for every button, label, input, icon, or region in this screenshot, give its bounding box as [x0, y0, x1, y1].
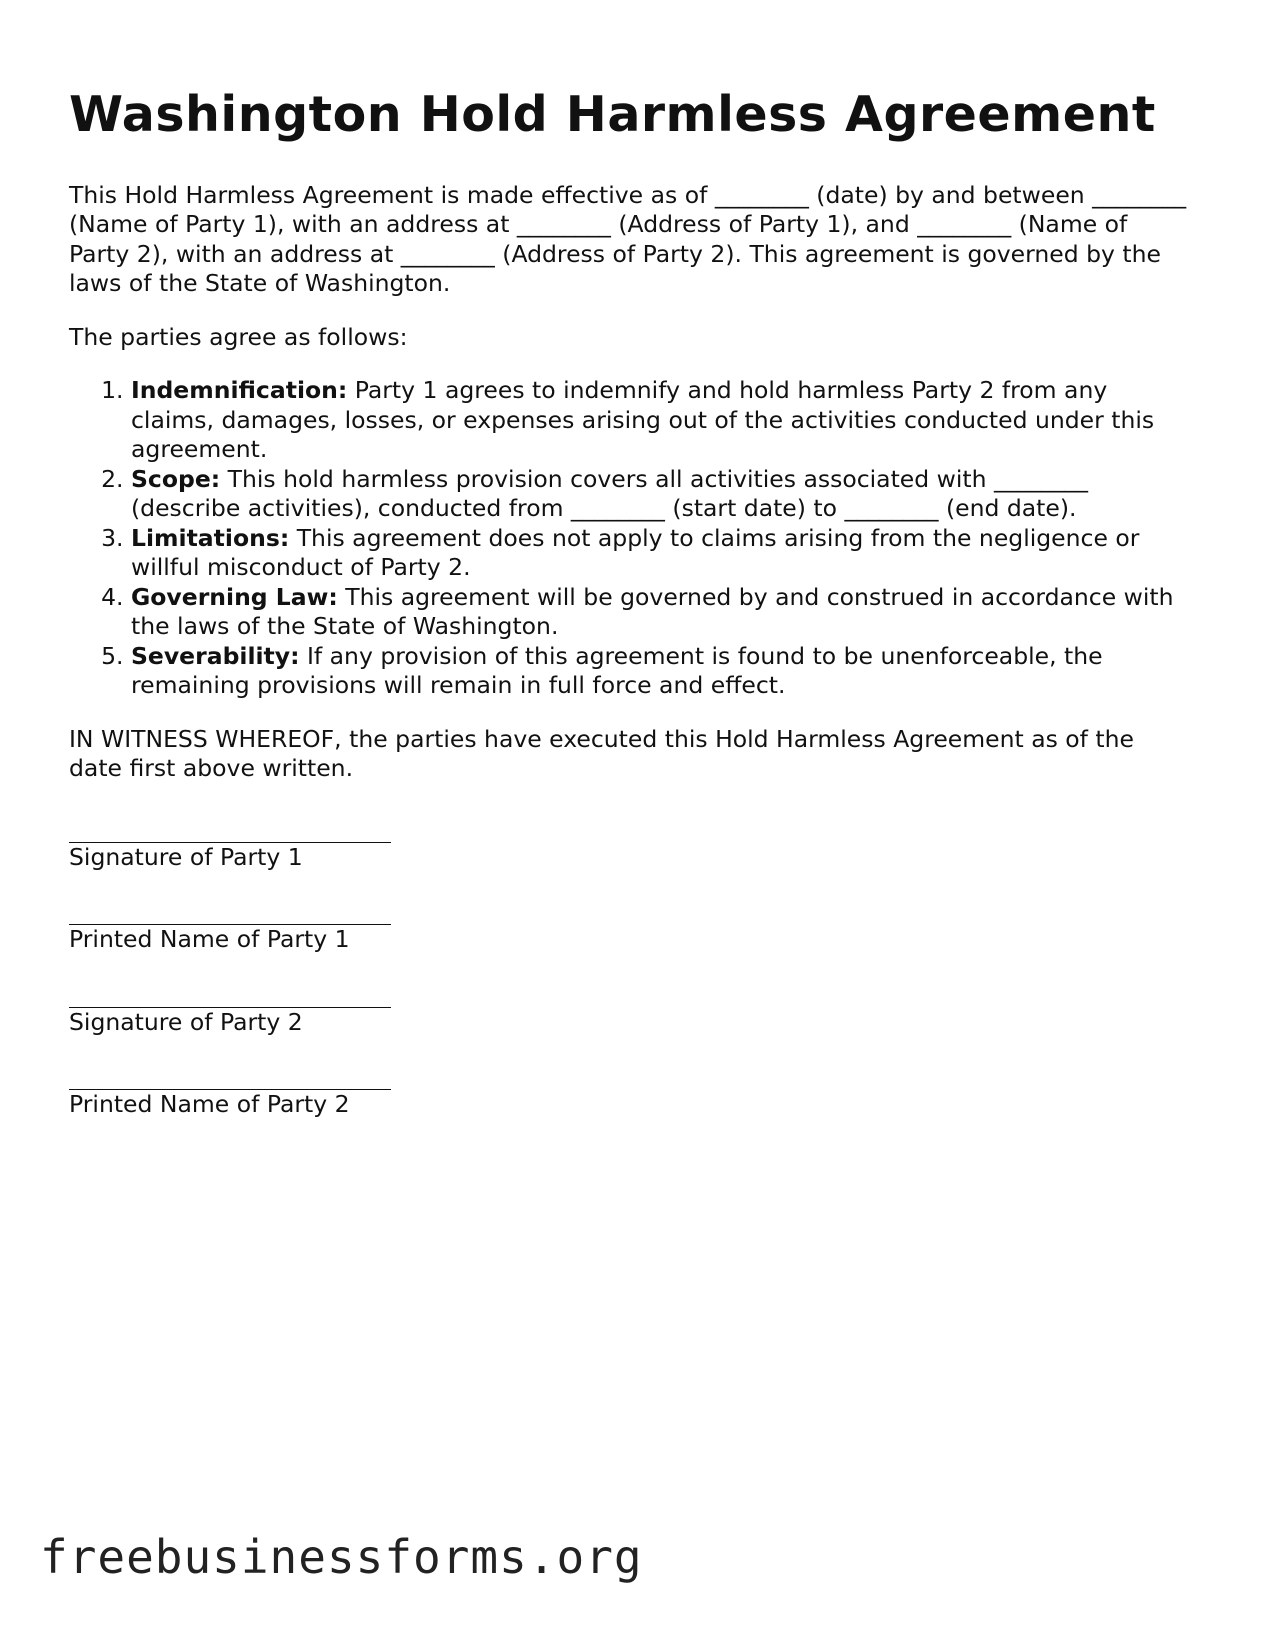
signature-block-party-1 — [69, 814, 1194, 873]
clause-list — [69, 376, 1194, 701]
signature-label: Signature of Party 2 — [69, 1007, 303, 1036]
clause-text: This hold harmless provision covers all activities associated with ________ (describe activities), conducted from ________ (start date) to ________ (end date). — [131, 464, 1088, 523]
printed-name-label: Printed Name of Party 1 — [69, 925, 350, 954]
printed-name-block-party-2 — [69, 1061, 1194, 1120]
document-title: Washington Hold Harmless Agreement — [69, 86, 1156, 143]
clause-item-limitations — [131, 524, 1194, 583]
signature-line[interactable] — [69, 814, 391, 843]
lead-paragraph: The parties agree as follows: — [69, 322, 408, 351]
clause-item-indemnification — [131, 376, 1194, 465]
clause-text: This agreement will be governed by and construed in accordance with the laws of the State of Washington. — [131, 582, 1174, 641]
printed-name-label: Printed Name of Party 2 — [69, 1090, 350, 1119]
signature-label: Signature of Party 1 — [69, 842, 303, 871]
printed-name-line[interactable] — [69, 896, 391, 925]
clause-term: Scope: — [131, 464, 221, 493]
signature-line[interactable] — [69, 979, 391, 1008]
clause-text: This agreement does not apply to claims arising from the negligence or willful misconduct of Party 2. — [131, 523, 1140, 582]
witness-paragraph: IN WITNESS WHEREOF, the parties have executed this Hold Harmless Agreement as of the date first above written. — [69, 724, 1134, 783]
clause-term: Severability: — [131, 641, 300, 670]
watermark: freebusinessforms.org — [40, 1530, 643, 1584]
printed-name-block-party-1 — [69, 896, 1194, 955]
clause-text: If any provision of this agreement is found to be unenforceable, the remaining provisions will remain in full force and effect. — [131, 641, 1103, 700]
agreement-page — [69, 86, 1194, 1144]
printed-name-line[interactable] — [69, 1061, 391, 1090]
clause-item-severability — [131, 642, 1194, 701]
signature-block-party-2 — [69, 979, 1194, 1038]
intro-paragraph: This Hold Harmless Agreement is made effective as of ________ (date) by and between ________ (Name of Party 1), with an address at ________ (Address of Party 1), and ________ (Name of Party 2), with an address at ________ (Address of Party 2). This agreement is governed by the laws of the State of Washington. — [69, 180, 1187, 298]
clause-item-scope — [131, 465, 1194, 524]
clause-text: Party 1 agrees to indemnify and hold harmless Party 2 from any claims, damages, losses, or expenses arising out of the activities conducted under this agreement. — [131, 376, 1155, 464]
clause-term: Indemnification: — [131, 376, 348, 405]
clause-term: Governing Law: — [131, 582, 338, 611]
clause-item-governing-law — [131, 583, 1194, 642]
clause-term: Limitations: — [131, 523, 290, 552]
